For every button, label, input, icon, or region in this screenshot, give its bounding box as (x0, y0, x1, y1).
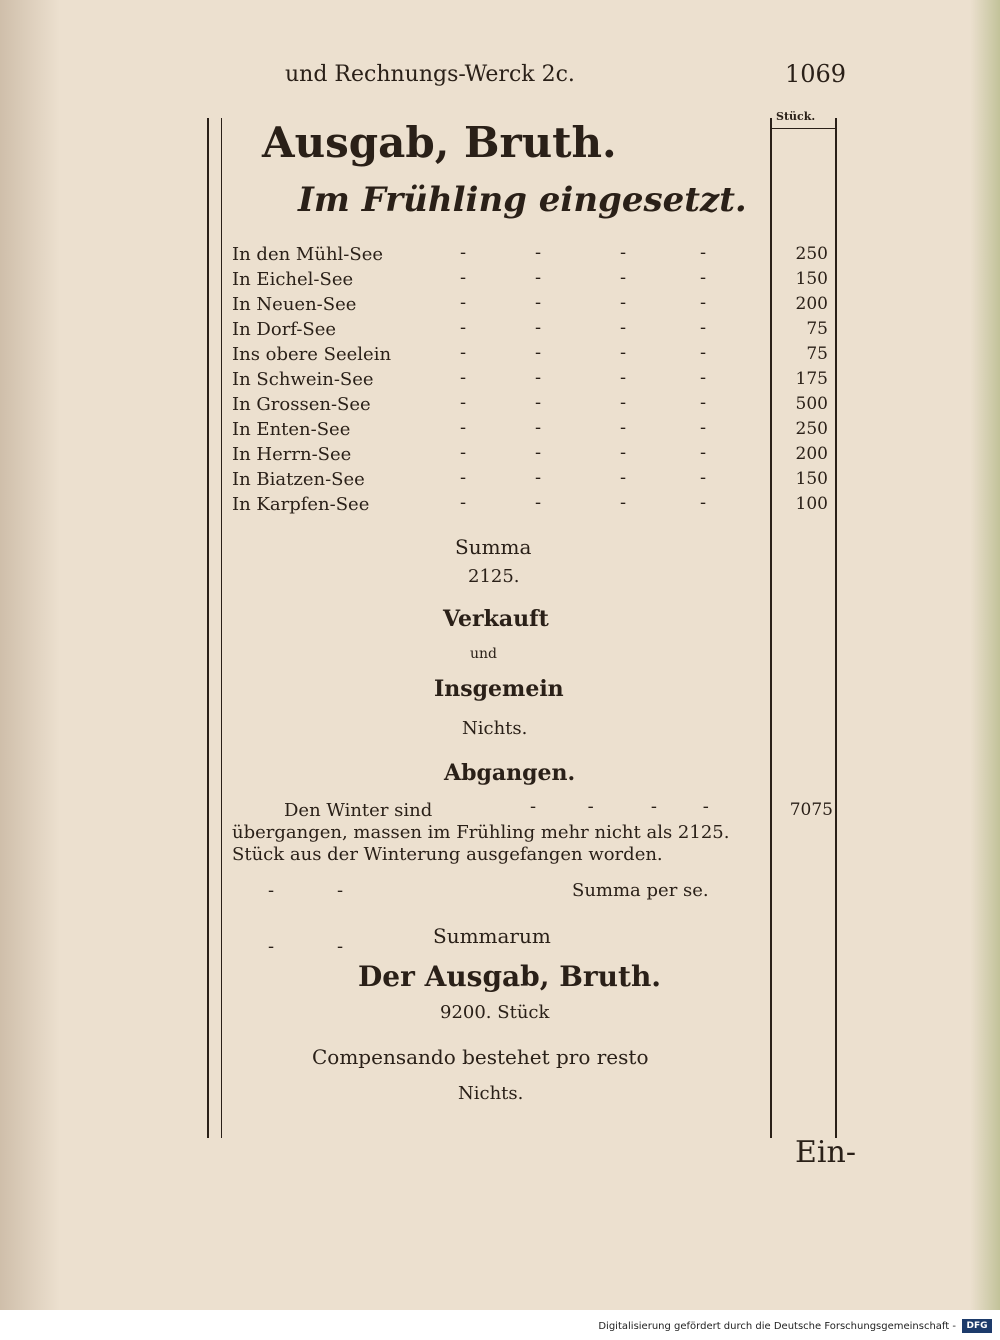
leader-dash: - (620, 442, 627, 463)
entry-label: In Enten-See (232, 419, 351, 440)
verkauft-value: Nichts. (462, 718, 528, 739)
leader-dash: - (535, 442, 542, 463)
leader-dash: - (535, 292, 542, 313)
entry-amount: 100 (795, 494, 828, 514)
abgangen-line-1: Den Winter sind (284, 800, 433, 821)
leader-dash: - (700, 392, 707, 413)
entry-amount: 250 (795, 244, 828, 264)
leader-dash: - (620, 367, 627, 388)
leader-dash: - (700, 292, 707, 313)
leader-dash: - (700, 467, 707, 488)
entry-label: In Biatzen-See (232, 469, 365, 490)
entry-amount: 150 (795, 469, 828, 489)
compensando-value: Nichts. (458, 1083, 524, 1104)
leader-dash: - (460, 342, 467, 363)
digitization-footer (0, 1310, 1000, 1340)
leader-dash: - (620, 292, 627, 313)
leader-dash: - (700, 417, 707, 438)
leader-dash: - (700, 242, 707, 263)
leader-dash: - (535, 317, 542, 338)
leader-dash: - (535, 492, 542, 513)
left-rule-inner (221, 118, 222, 1138)
summarum-leader: - - (268, 936, 344, 957)
insgemein-heading: Insgemein (434, 676, 564, 702)
leader-dash: - (535, 467, 542, 488)
summarum-value: 9200. Stück (440, 1002, 550, 1023)
leader-dash: - (460, 292, 467, 313)
entry-amount: 175 (795, 369, 828, 389)
running-title: und Rechnungs-Werck 2c. (285, 62, 575, 87)
entry-amount: 250 (795, 419, 828, 439)
leader-dash: - (460, 417, 467, 438)
leader-dash: - (460, 267, 467, 288)
section-subtitle: Im Frühling eingesetzt. (298, 180, 747, 220)
leader-dash: - (620, 242, 627, 263)
leader-dash: - (700, 442, 707, 463)
abgangen-summa-leader: - - (268, 880, 344, 901)
entry-label: In Dorf-See (232, 319, 337, 340)
left-rule (207, 118, 209, 1138)
leader-dash: - (460, 392, 467, 413)
summa-label: Summa (455, 535, 532, 559)
entry-amount: 500 (795, 394, 828, 414)
verkauft-und: und (470, 646, 497, 662)
abgangen-leader: - - - - (530, 796, 709, 817)
abgangen-heading: Abgangen. (444, 760, 576, 786)
leader-dash: - (620, 267, 627, 288)
abgangen-line-2: übergangen, massen im Frühling mehr nicht als 2125. (232, 822, 730, 843)
page-number: 1069 (785, 60, 847, 88)
leader-dash: - (620, 417, 627, 438)
leader-dash: - (460, 492, 467, 513)
leader-dash: - (700, 367, 707, 388)
abgangen-amount: 7075 (789, 800, 833, 820)
column-header-rule (772, 128, 835, 129)
entry-label: In Eichel-See (232, 269, 354, 290)
leader-dash: - (620, 392, 627, 413)
leader-dash: - (460, 317, 467, 338)
leader-dash: - (460, 442, 467, 463)
amount-column-rule-right (835, 118, 837, 1138)
leader-dash: - (620, 317, 627, 338)
abgangen-line-3: Stück aus der Winterung ausgefangen worden. (232, 844, 663, 865)
summarum-heading: Der Ausgab, Bruth. (358, 960, 662, 993)
entry-label: In Grossen-See (232, 394, 371, 415)
entry-label: In Herrn-See (232, 444, 352, 465)
entry-label: In den Mühl-See (232, 244, 384, 265)
leader-dash: - (535, 392, 542, 413)
column-label-stueck: Stück. (776, 110, 816, 123)
leader-dash: - (460, 242, 467, 263)
leader-dash: - (700, 267, 707, 288)
leader-dash: - (535, 367, 542, 388)
leader-dash: - (535, 242, 542, 263)
leader-dash: - (535, 417, 542, 438)
verkauft-heading: Verkauft (443, 606, 549, 632)
leader-dash: - (620, 342, 627, 363)
leader-dash: - (620, 467, 627, 488)
entry-amount: 75 (806, 344, 828, 364)
entry-amount: 200 (795, 294, 828, 314)
leader-dash: - (700, 492, 707, 513)
leader-dash: - (535, 267, 542, 288)
leader-dash: - (620, 492, 627, 513)
leader-dash: - (700, 342, 707, 363)
catchword: Ein- (795, 1135, 856, 1170)
footer-credit: Digitalisierung gefördert durch die Deutsche Forschungsgemeinschaft - (598, 1321, 956, 1332)
section-title: Ausgab, Bruth. (262, 118, 617, 167)
leader-dash: - (460, 467, 467, 488)
compensando-line: Compensando bestehet pro resto (312, 1045, 649, 1069)
dfg-logo: DFG (962, 1319, 992, 1333)
entry-label: In Neuen-See (232, 294, 357, 315)
entry-label: In Schwein-See (232, 369, 374, 390)
entry-amount: 200 (795, 444, 828, 464)
entry-amount: 75 (806, 319, 828, 339)
entry-amount: 150 (795, 269, 828, 289)
summarum-label: Summarum (433, 924, 551, 948)
abgangen-summa: Summa per se. (572, 880, 709, 901)
leader-dash: - (460, 367, 467, 388)
summa-value: 2125. (468, 566, 520, 587)
leader-dash: - (535, 342, 542, 363)
leader-dash: - (700, 317, 707, 338)
entry-label: In Karpfen-See (232, 494, 370, 515)
entry-label: Ins obere Seelein (232, 344, 392, 365)
